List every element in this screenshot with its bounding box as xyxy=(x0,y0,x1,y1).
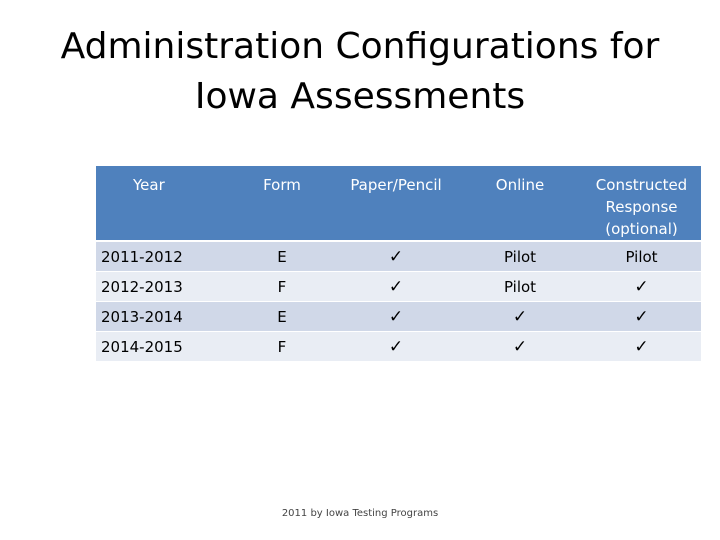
cell-online xyxy=(458,332,582,362)
cell-form xyxy=(230,302,334,332)
table-row xyxy=(96,302,701,332)
cell-year xyxy=(96,272,230,302)
cell-text: F xyxy=(277,277,287,296)
header-form: Form xyxy=(230,166,334,242)
checkmark-icon: ✓ xyxy=(512,336,528,357)
slide-title xyxy=(60,22,660,122)
table-row xyxy=(96,242,701,272)
cell-text: 2013-2014 xyxy=(101,307,183,326)
cell-cr xyxy=(582,302,701,332)
cell-text: Pilot xyxy=(503,247,537,266)
title-line-1: Administration Configurations for xyxy=(60,26,660,67)
checkmark-icon: ✓ xyxy=(512,306,528,327)
header-cr-line-1: Constructed xyxy=(595,176,688,194)
cell-paper xyxy=(334,242,458,272)
header-cr-line-3: (optional) xyxy=(605,220,678,238)
cell-online xyxy=(458,272,582,302)
cell-text: 2012-2013 xyxy=(101,277,183,296)
checkmark-icon: ✓ xyxy=(388,306,404,327)
table-row xyxy=(96,332,701,362)
cell-year xyxy=(96,332,230,362)
cell-text: Pilot xyxy=(503,277,537,296)
checkmark-icon: ✓ xyxy=(388,246,404,267)
cell-form xyxy=(230,332,334,362)
cell-cr xyxy=(582,272,701,302)
cell-cr xyxy=(582,332,701,362)
cell-text: 2011-2012 xyxy=(101,247,183,266)
checkmark-icon: ✓ xyxy=(634,276,649,297)
cell-year xyxy=(96,302,230,332)
header-year: Year xyxy=(96,166,230,242)
administration-config-table xyxy=(96,166,701,362)
header-cr-line-2: Response xyxy=(605,198,678,216)
cell-cr xyxy=(582,242,701,272)
cell-text: E xyxy=(277,247,287,266)
cell-online xyxy=(458,302,582,332)
checkmark-icon: ✓ xyxy=(634,306,649,327)
checkmark-icon: ✓ xyxy=(388,276,404,297)
cell-paper xyxy=(334,272,458,302)
cell-paper xyxy=(334,332,458,362)
table-row xyxy=(96,272,701,302)
table-header-row xyxy=(96,166,701,242)
table-body xyxy=(96,242,701,362)
checkmark-icon: ✓ xyxy=(388,336,404,357)
cell-text: Pilot xyxy=(625,247,658,266)
cell-year xyxy=(96,242,230,272)
footer-credit: 2011 by Iowa Testing Programs xyxy=(281,508,439,519)
title-line-2: Iowa Assessments xyxy=(194,76,526,117)
header-paper-pencil: Paper/Pencil xyxy=(334,166,458,242)
cell-paper xyxy=(334,302,458,332)
cell-text: E xyxy=(277,307,287,326)
checkmark-icon: ✓ xyxy=(634,336,649,357)
cell-text: F xyxy=(277,337,287,356)
cell-form xyxy=(230,242,334,272)
cell-form xyxy=(230,272,334,302)
cell-text: 2014-2015 xyxy=(101,337,183,356)
header-online: Online xyxy=(458,166,582,242)
cell-online xyxy=(458,242,582,272)
header-constructed-response xyxy=(582,166,701,242)
